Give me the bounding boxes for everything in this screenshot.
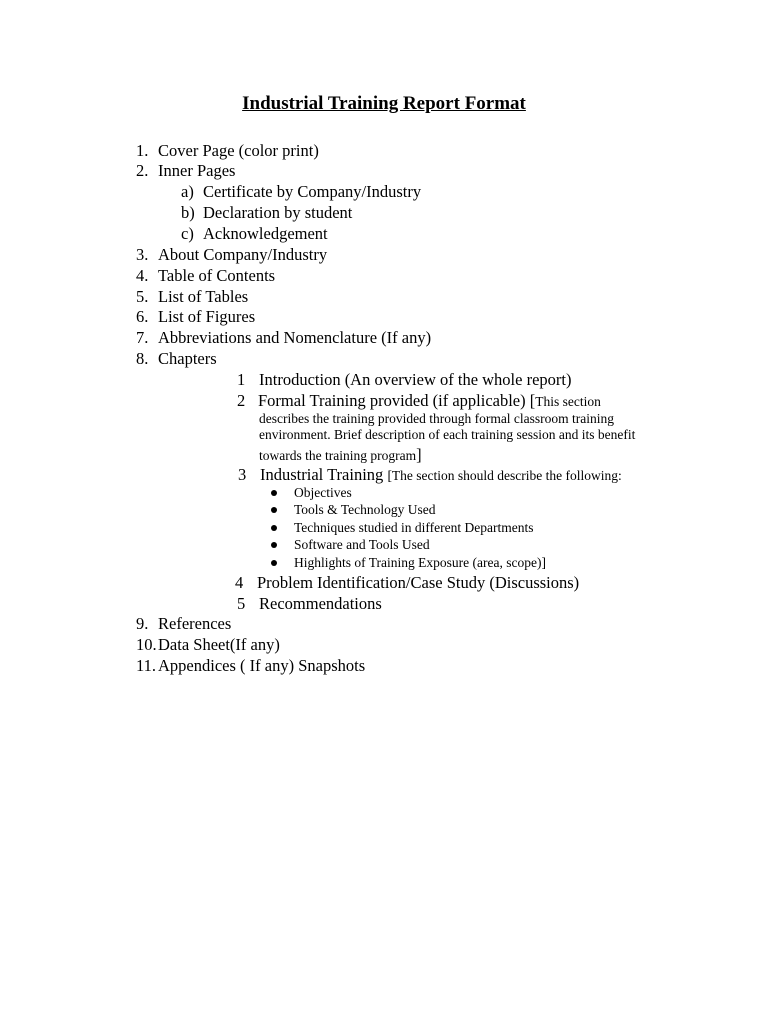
chapter-text: Industrial Training [260, 465, 388, 484]
sub-item-number: c) [181, 224, 194, 243]
item-text: Chapters [158, 349, 217, 368]
item-text: Data Sheet(If any) [158, 635, 280, 654]
sub-item-text: Acknowledgement [203, 224, 328, 243]
chapter-text-line [258, 390, 601, 411]
chapter-text: Formal Training provided (if applicable) [ [258, 391, 536, 410]
chapter-note: towards the training program [259, 448, 417, 463]
bullet-text: Objectives [294, 485, 352, 500]
chapter-text: Problem Identification/Case Study (Discussions) [257, 573, 580, 592]
sub-item-number: a) [181, 182, 194, 201]
chapter-text: Recommendations [259, 594, 382, 613]
bullet-icon [271, 560, 277, 566]
item-text: Abbreviations and Nomenclature (If any) [158, 328, 432, 347]
bullet-text: Highlights of Training Exposure (area, scope)] [294, 555, 546, 570]
item-number: 11. [136, 656, 157, 675]
bullet-text: Software and Tools Used [294, 537, 430, 552]
bullet-icon [271, 542, 277, 548]
chapter-text: Introduction (An overview of the whole report) [259, 370, 572, 389]
bullet-text: Tools & Technology Used [294, 502, 436, 517]
chapter-note: This section [535, 394, 601, 409]
sub-item-number: b) [181, 203, 195, 222]
chapter-note-close: ] [416, 445, 422, 464]
item-text: About Company/Industry [158, 245, 328, 264]
chapter-number: 2 [237, 391, 246, 410]
sub-item-text: Certificate by Company/Industry [203, 182, 422, 201]
item-number: 7. [136, 328, 149, 347]
item-text: References [158, 614, 232, 633]
bullet-text: Techniques studied in different Departments [294, 520, 534, 535]
item-number: 3. [136, 245, 149, 264]
item-number: 6. [136, 307, 149, 326]
bullet-icon [271, 490, 277, 496]
item-number: 9. [136, 614, 149, 633]
item-number: 1. [136, 141, 149, 160]
item-number: 8. [136, 349, 149, 368]
list-item [136, 160, 148, 181]
item-text: Inner Pages [158, 161, 236, 180]
bullet-icon [271, 525, 277, 531]
chapter-number: 4 [235, 573, 244, 592]
chapter-number: 3 [238, 465, 247, 484]
chapter-number: 5 [237, 594, 246, 613]
item-number: 4. [136, 266, 149, 285]
list-item [136, 140, 148, 161]
chapter-note-line [259, 444, 422, 465]
chapter-text-line [260, 464, 622, 485]
item-text: Appendices ( If any) Snapshots [158, 656, 366, 675]
item-text: List of Tables [158, 287, 249, 306]
item-text: Table of Contents [158, 266, 276, 285]
chapter-note: describes the training provided through formal classroom training [259, 411, 615, 426]
bullet-icon [271, 507, 277, 513]
chapter-note: environment. Brief description of each training session and its benefit [259, 427, 636, 442]
item-text: List of Figures [158, 307, 256, 326]
item-number: 2. [136, 161, 149, 180]
document-title: Industrial Training Report Format [242, 93, 526, 114]
chapter-number: 1 [237, 370, 246, 389]
chapter-note: [The section should describe the following: [387, 468, 622, 483]
item-text: Cover Page (color print) [158, 141, 319, 160]
sub-item-text: Declaration by student [203, 203, 353, 222]
item-number: 5. [136, 287, 149, 306]
item-number: 10. [136, 635, 157, 654]
